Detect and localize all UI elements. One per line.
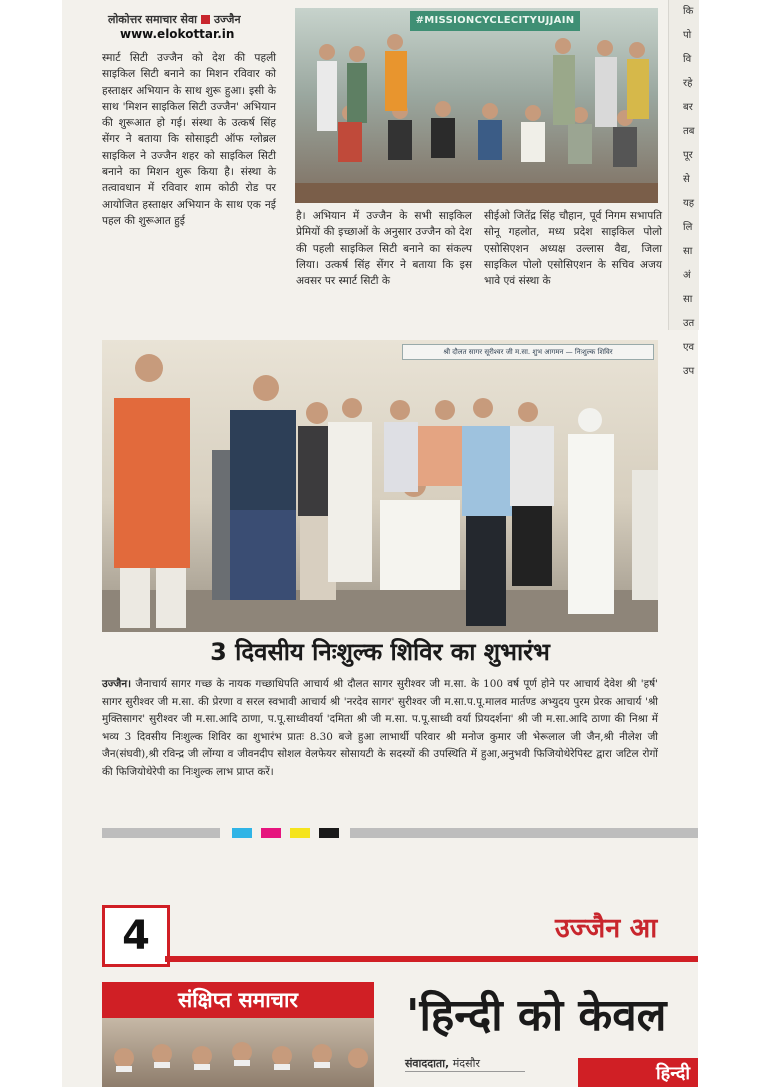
red-square-icon: [201, 15, 210, 24]
right-column-fragment: पो: [683, 30, 692, 41]
right-column-fragment: सा: [683, 246, 693, 257]
article1-column-3: सीईओ जितेंद्र सिंह चौहान, पूर्व निगम सभापति सोनू गहलोत, मध्य प्रदेश साइकिल पोलो एसोसिएशन अध्यक्ष उल्लास वैद्य, जिला साइकिल पोलो एसोसिएशन के सचिव अजय भावे एवं संस्था के: [484, 210, 662, 288]
registration-swatch-magenta: [261, 828, 281, 838]
photo-cycle-city-group: [295, 8, 658, 203]
camp-people-illustration: [102, 340, 658, 632]
right-column-fragment: अं: [683, 270, 691, 281]
article2-headline: 3 दिवसीय निःशुल्क शिविर का शुभारंभ: [210, 638, 550, 666]
photo-camp-inauguration: [102, 340, 658, 632]
right-column-fragment: उप: [683, 366, 695, 377]
right-column-fragment: पूर: [683, 150, 693, 161]
registration-swatch-yellow: [290, 828, 310, 838]
byline: [405, 1056, 480, 1071]
group-people-illustration: [295, 8, 658, 203]
section-tag: हिन्दी: [578, 1058, 698, 1087]
brief-photo-people-illustration: [102, 1018, 374, 1087]
right-column-fragment: वि: [683, 54, 692, 65]
right-column-fragment: से: [683, 174, 690, 185]
photo-banner-camp: श्री दौलत सागर सूरीश्वर जी म.सा. शुभ आगमन — निःशुल्क शिविर: [402, 344, 654, 360]
brand-tagline: लोकोत्तर समाचार सेवा: [108, 13, 197, 26]
section-rule: [165, 956, 698, 962]
page-number: 4: [102, 905, 170, 967]
brand-website: www.elokottar.in: [120, 27, 235, 41]
photo-banner-hashtag: #MISSIONCYCLECITYUJJAIN: [410, 11, 580, 31]
byline-label: संवाददाता,: [405, 1057, 450, 1070]
next-page-headline: 'हिन्दी को केवल: [406, 990, 667, 1041]
right-column-fragment: लि: [683, 222, 693, 233]
registration-bar-right: [350, 828, 698, 838]
brief-news-photo: [102, 1018, 374, 1087]
registration-bar-left: [102, 828, 220, 838]
right-cropped-column: [668, 0, 699, 377]
article2-body: [102, 676, 658, 782]
byline-rule: [405, 1071, 525, 1072]
article1-column-2: है। अभियान में उज्जैन के सभी साइकिल प्रेमियों की इच्छाओं के अनुसार उज्जैन को देश की पहली साइकिल सिटी बनाने का संकल्प लिया। उत्कर्ष सिंह सेंगर ने बताया कि इस अवसर पर स्मार्ट सिटी के: [296, 210, 472, 288]
section-title: उज्जैन आ: [555, 913, 658, 944]
brand-line: [108, 12, 268, 27]
right-column-fragment: तब: [683, 126, 695, 137]
publication-brand: [108, 12, 268, 41]
article2-dateline: उज्जैन।: [102, 678, 132, 690]
article1-column-1: स्मार्ट सिटी उज्जैन को देश की पहली साइकिल सिटी बनाने का मिशन रविवार को हस्ताक्षर अभियान के साथ शुरू हुआ। इसी के साथ 'मिशन साइकिल सिटी उज्जैन' अभियान की शुरूआत हो गई। संस्था के उत्कर्ष सिंह सेंगर ने बताया कि सोसाइटी ऑफ ग्लोब्रल साइकिल ने उज्जैन शहर को साइकिल सिटी बनाने का मिशन शुरू किया है। संस्था के तत्वावधान में रविवार शाम कोठी रोड पर आयोजित हस्ताक्षर अभियान के साथ एक नई पहल की शुरूआत हुई: [102, 52, 276, 227]
registration-swatch-black: [319, 828, 339, 838]
right-column-fragment: कि: [683, 6, 694, 17]
brief-news-heading: संक्षिप्त समाचार: [102, 982, 374, 1018]
right-column-fragment: सा: [683, 294, 693, 305]
right-column-fragment: बर: [683, 102, 693, 113]
right-column-fragment: रहे: [683, 78, 693, 89]
right-column-fragment: यह: [683, 198, 695, 209]
byline-city: मंदसौर: [452, 1057, 480, 1070]
right-column-fragment: उत: [683, 318, 695, 329]
registration-swatch-cyan: [232, 828, 252, 838]
brand-city: उज्जैन: [213, 13, 241, 26]
article2-text: जैनाचार्य सागर गच्छ के नायक गच्छाधिपति आचार्य श्री दौलत सागर सुरीश्वर जी म.सा. के 100 वर्ष पूर्ण होने पर आचार्य देवेश श्री 'हर्ष' सागर सुरीश्वर जी म.सा. की प्रेरणा व सरल स्वभावी आचार्य श्री 'नरदेव सागर' सुरीश्वर जी म.सा.प.पू.मालव मार्तण्ड अभ्युदय पुरम प्रेरक आचार्य 'श्री मुक्तिसागर' सुरीश्वर जी म.सा.आदि ठाणा, प.पू.साध्वीवर्या 'दमिता श्री जी म.सा. प.पू.साध्वी वर्या प्रियदर्शना' श्री जी म.सा.आदि ठाणा की निश्रा में भव्य 3 दिवसीय निःशुल्क शिविर का शुभारंभ प्रातः 8.30 बजे हुआ लाभार्थी परिवार श्री मनोज कुमार जी भेरूलाल जी जैन,श्री नीलेश जी जैन(संघवी),श्री रविन्द्र जी लोंग्या व जीवनदीप सोशल वेलफेयर सोसायटी के सदस्यों की उपस्थिति में हुआ,अनुभवी फिजियोथेरेपिस्ट द्वारा जटिल रोगों की फिजियोथेरेपी का निःशुल्क लाभ प्राप्त करें।: [102, 678, 658, 778]
right-column-fragment: एव: [683, 342, 695, 353]
